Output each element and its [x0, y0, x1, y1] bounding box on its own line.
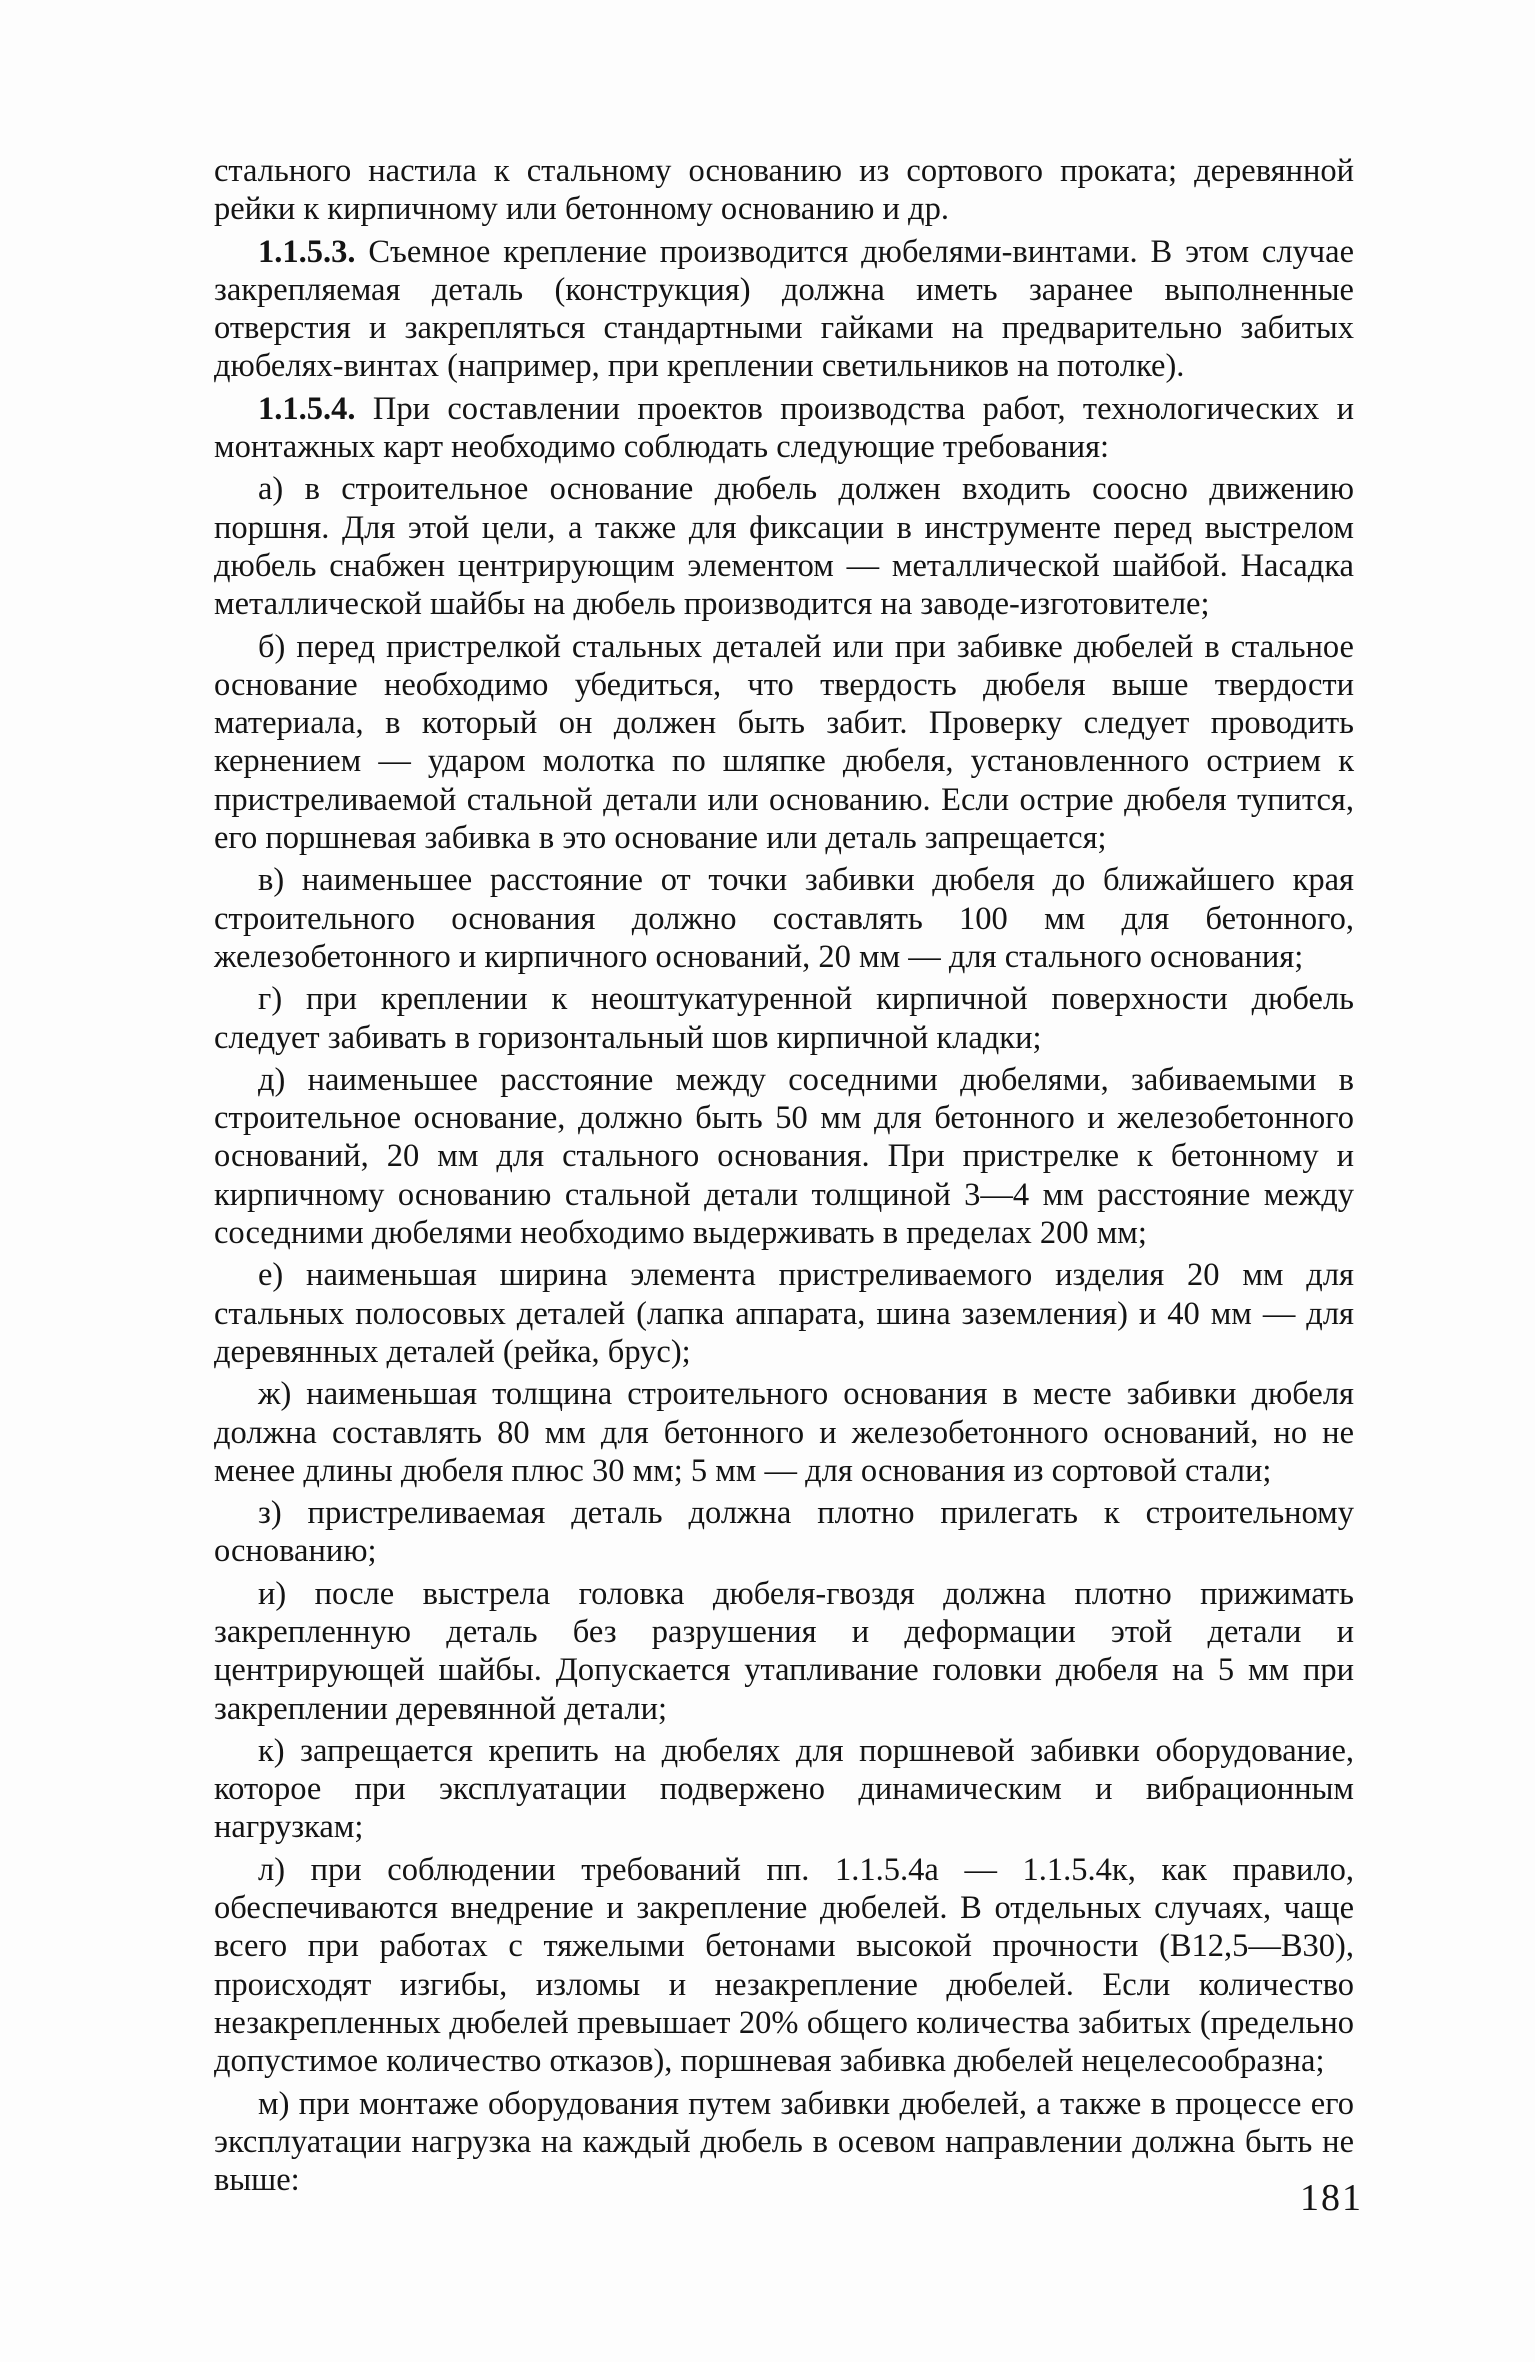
list-item-m — [214, 2085, 1354, 2200]
paragraph-text: г) при креплении к неоштукатуренной кирпичной поверхности дюбель следует забивать в горизонтальный шов кирпичной кладки; — [214, 981, 1354, 1056]
paragraph-text: стального настила к стальному основанию из сортового проката; деревянной рейки к кирпичному или бетонному основанию и др. — [214, 153, 1354, 228]
paragraph-text: и) после выстрела головка дюбеля-гвоздя должна плотно прижимать закрепленную деталь без разрушения и деформации этой детали и центрирующей шайбы. Допускается утапливание головки дюбеля на 5 мм при закреплении деревянной детали; — [214, 1575, 1354, 1727]
paragraph-text: ж) наименьшая толщина строительного основания в месте забивки дюбеля должна составлять 80 мм для бетонного и железобетонного оснований, но не менее длины дюбеля плюс 30 мм; 5 мм — для основания из сортовой стали; — [214, 1376, 1354, 1489]
paragraph-1-1-5-3 — [214, 233, 1354, 386]
paragraph-text: При составлении проектов производства работ, технологических и монтажных карт необходимо соблюдать следующие требования: — [214, 390, 1354, 466]
paragraph-1-1-5-4 — [214, 390, 1354, 467]
page-number: 181 — [1300, 2177, 1363, 2219]
paragraph-text: е) наименьшая ширина элемента пристреливаемого изделия 20 мм для стальных полосовых деталей (лапка аппарата, шина заземления) и 40 мм — для деревянных деталей (рейка, брус); — [214, 1257, 1354, 1370]
list-item-z — [214, 1494, 1354, 1571]
list-item-l — [214, 1851, 1354, 2081]
list-item-g — [214, 980, 1354, 1057]
list-item-b — [214, 628, 1354, 858]
list-item-e — [214, 1256, 1354, 1371]
paragraph-text: в) наименьшее расстояние от точки забивки дюбеля до ближайшего края строительного основания должно составлять 100 мм для бетонного, железобетонного и кирпичного оснований, 20 мм — для стального основания; — [214, 862, 1354, 975]
list-item-zh — [214, 1375, 1354, 1490]
list-item-d — [214, 1061, 1354, 1252]
paragraph-text: Съемное крепление производится дюбелями-винтами. В этом случае закрепляемая деталь (конструкция) должна иметь заранее выполненные отверстия и закрепляться стандартными гайками на предварительно забитых дюбелях-винтах (например, при креплении светильников на потолке). — [214, 233, 1354, 385]
body-text — [214, 152, 1354, 2203]
paragraph-text: к) запрещается крепить на дюбелях для поршневой забивки оборудование, которое при эксплуатации подвержено динамическим и вибрационным нагрузкам; — [214, 1732, 1354, 1846]
list-item-v — [214, 861, 1354, 976]
paragraph-text: м) при монтаже оборудования путем забивки дюбелей, а также в процессе его эксплуатации нагрузка на каждый дюбель в осевом направлении должна быть не выше: — [214, 2085, 1354, 2199]
list-item-k — [214, 1732, 1354, 1847]
paragraph-continuation — [214, 152, 1354, 229]
paragraph-text: д) наименьшее расстояние между соседними дюбелями, забиваемыми в строительное основание, должно быть 50 мм для бетонного и железобетонного оснований, 20 мм для стального основания. При пристрелке к бетонному и кирпичному основанию стальной детали толщиной 3—4 мм расстояние между соседними дюбелями необходимо выдерживать в пределах 200 мм; — [214, 1061, 1354, 1252]
paragraph-text: л) при соблюдении требований пп. 1.1.5.4а — 1.1.5.4к, как правило, обеспечиваются внедрение и закрепление дюбелей. В отдельных случаях, чаще всего при работах с тяжелыми бетонами высокой прочности (В12,5—В30), происходят изгибы, изломы и незакрепление дюбелей. Если количество незакрепленных дюбелей превышает 20% общего количества забитых (предельно допустимое количество отказов), поршневая забивка дюбелей нецелесообразна; — [214, 1851, 1354, 2080]
section-number: 1.1.5.4. — [258, 390, 356, 427]
paragraph-text: б) перед пристрелкой стальных деталей или при забивке дюбелей в стальное основание необходимо убедиться, что твердость дюбеля выше твердости материала, в который он должен быть забит. Проверку следует проводить кернением — ударом молотка по шляпке дюбеля, установленного острием к пристреливаемой стальной детали или основанию. Если острие дюбеля тупится, его поршневая забивка в это основание или деталь запрещается; — [214, 628, 1354, 857]
paragraph-text: з) пристреливаемая деталь должна плотно прилегать к строительному основанию; — [214, 1495, 1354, 1570]
paragraph-text: а) в строительное основание дюбель должен входить соосно движению поршня. Для этой цели, а также для фиксации в инструменте перед выстрелом дюбель снабжен центрирующим элементом — металлической шайбой. Насадка металлической шайбы на дюбель производится на заводе-изготовителе; — [214, 471, 1354, 623]
list-item-a — [214, 470, 1354, 623]
list-item-i — [214, 1575, 1354, 1728]
section-number: 1.1.5.3. — [258, 233, 356, 270]
